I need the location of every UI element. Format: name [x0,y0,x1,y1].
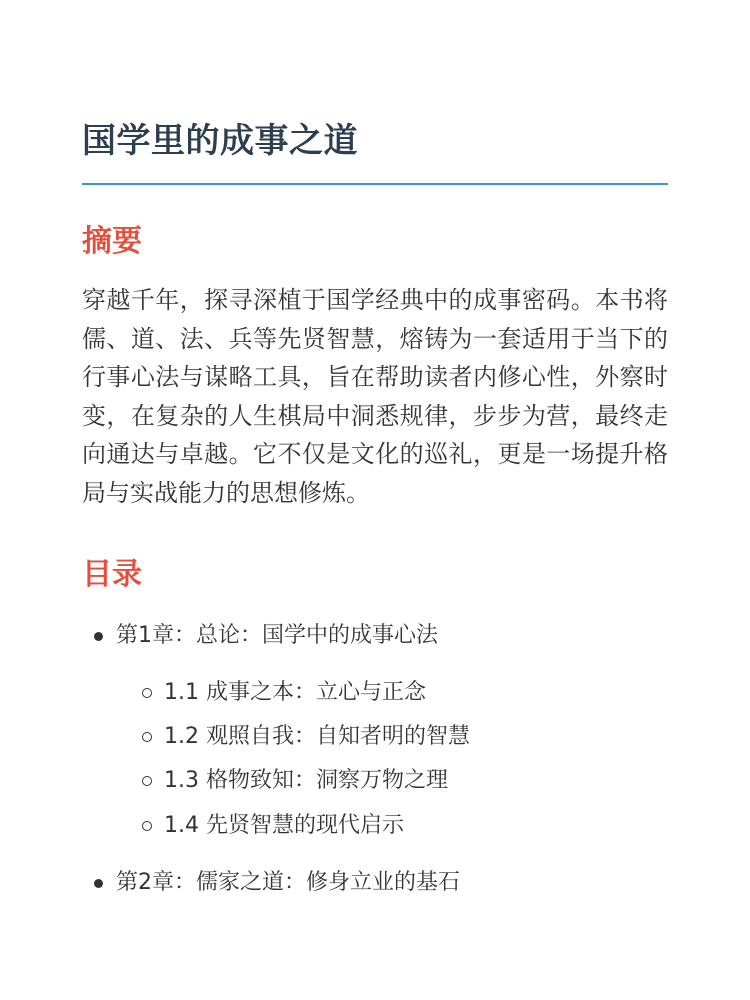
abstract-text: 穿越千年，探寻深植于国学经典中的成事密码。本书将儒、道、法、兵等先贤智慧，熔铸为一套适用于当下的行事心法与谋略工具，旨在帮助读者内修心性，外察时变，在复杂的人生棋局中洞悉规律，步步为营，最终走向通达与卓越。它不仅是文化的巡礼，更是一场提升格局与实战能力的思想修炼。 [82,286,668,507]
abstract-heading: 摘要 [82,224,142,259]
toc-chapter-label: 第1章：总论：国学中的成事心法 [116,623,438,648]
toc-section-label: 1.3 格物致知：洞察万物之理 [164,768,448,793]
bullet-circle-icon [142,821,152,831]
toc-chapter-label: 第2章：儒家之道：修身立业的基石 [116,870,460,895]
toc-section-label: 1.2 观照自我：自知者明的智慧 [164,724,470,749]
bullet-circle-icon [142,732,152,742]
title-divider [82,183,668,185]
toc-section-1-4[interactable] [164,810,404,842]
bullet-disc-icon [94,879,103,888]
toc-section-1-2[interactable] [164,721,470,753]
page-title: 国学里的成事之道 [82,121,358,161]
toc-heading: 目录 [82,557,142,592]
bullet-circle-icon [142,688,152,698]
bullet-circle-icon [142,776,152,786]
toc-section-1-1[interactable] [164,677,426,709]
toc-chapter-2[interactable] [116,867,460,899]
toc-section-label: 1.4 先贤智慧的现代启示 [164,813,404,838]
toc-section-1-3[interactable] [164,765,448,797]
bullet-disc-icon [94,632,103,641]
toc-section-label: 1.1 成事之本：立心与正念 [164,680,426,705]
toc-chapter-1[interactable] [116,620,438,652]
